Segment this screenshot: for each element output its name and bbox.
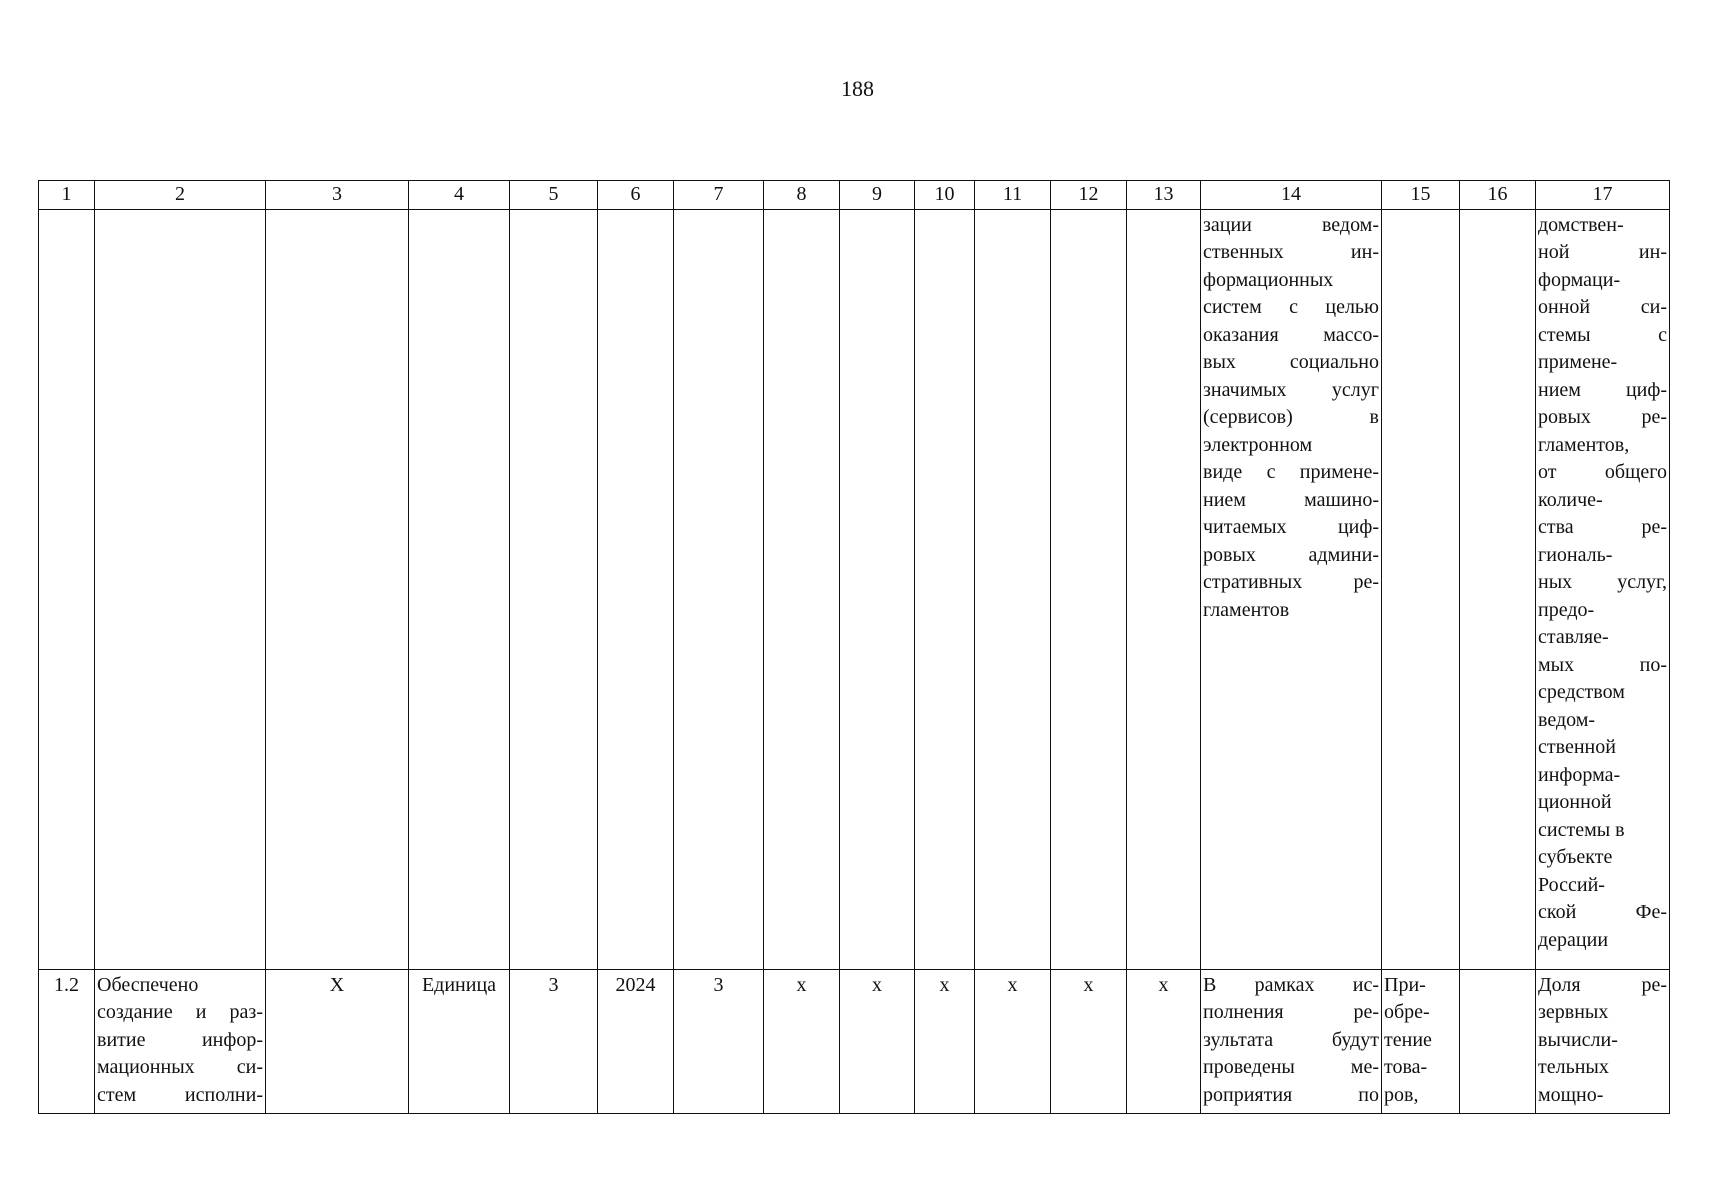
table-cell — [598, 209, 674, 969]
text-line: читаемых циф- — [1203, 516, 1379, 538]
text-line: тение — [1384, 1028, 1432, 1051]
text-line: тельных — [1538, 1056, 1609, 1078]
text-line: стем исполни- — [97, 1083, 263, 1106]
result-name-cell — [95, 969, 266, 1113]
header-cell: 15 — [1382, 181, 1460, 210]
table-cell: x — [1051, 969, 1127, 1113]
text-line: Обеспечено — [97, 973, 199, 996]
table-cell — [1127, 209, 1201, 969]
header-cell: 9 — [840, 181, 915, 210]
header-cell: 6 — [598, 181, 674, 210]
text-line: количе- — [1538, 488, 1603, 511]
table-cell — [1460, 969, 1536, 1113]
header-cell: 7 — [674, 181, 764, 210]
page-number: 188 — [841, 76, 874, 101]
result-description-cell — [1201, 209, 1382, 969]
text-line: субъекте — [1538, 846, 1613, 868]
text-line: формационных — [1203, 268, 1334, 291]
characteristic-cell — [1382, 969, 1460, 1113]
data-table — [38, 180, 1670, 1114]
header-cell: 13 — [1127, 181, 1201, 210]
table-cell — [764, 209, 840, 969]
indicator-description-cell — [1536, 209, 1670, 969]
table-cell: X — [266, 969, 409, 1113]
table-cell: x — [1127, 969, 1201, 1113]
header-cell: 4 — [409, 181, 510, 210]
table-cell: 3 — [674, 969, 764, 1113]
text-line: дерации — [1538, 928, 1609, 951]
text-line: Доля ре- — [1538, 973, 1667, 996]
text-line: значимых услуг — [1203, 378, 1379, 401]
header-cell: 11 — [975, 181, 1051, 210]
text-line: домствен- — [1538, 213, 1624, 236]
header-cell: 12 — [1051, 181, 1127, 210]
table-cell — [409, 209, 510, 969]
text-line: ства ре- — [1538, 516, 1667, 538]
table-cell — [1051, 209, 1127, 969]
text-line: вычисли- — [1538, 1028, 1618, 1051]
table-cell: x — [915, 969, 975, 1113]
text-line: предо- — [1538, 598, 1595, 621]
text-line: проведены ме- — [1203, 1056, 1379, 1078]
text-line: ственных ин- — [1203, 241, 1379, 263]
text-line: ровых ре- — [1538, 406, 1667, 428]
text-line: зервных — [1538, 1001, 1609, 1023]
text-line: зультата будут — [1203, 1028, 1379, 1051]
text-line: ведом- — [1538, 708, 1596, 731]
text-line: стративных ре- — [1203, 571, 1379, 593]
header-cell: 14 — [1201, 181, 1382, 210]
text-line: това- — [1384, 1056, 1428, 1078]
text-line: примене- — [1538, 351, 1618, 373]
text-line: стемы с — [1538, 323, 1667, 346]
text-line: системы в — [1538, 818, 1625, 841]
table-cell — [95, 209, 266, 969]
text-line: гиональ- — [1538, 543, 1613, 566]
table-cell: 3 — [510, 969, 598, 1113]
table-cell — [1382, 209, 1460, 969]
table-cell — [266, 209, 409, 969]
table-row — [39, 969, 1670, 1113]
text-line: ской Фе- — [1538, 901, 1667, 923]
text-line: оказания массо- — [1203, 323, 1379, 346]
text-line: ставляе- — [1538, 626, 1609, 648]
header-cell: 2 — [95, 181, 266, 210]
text-line: гламентов, — [1538, 433, 1630, 456]
table-cell: x — [975, 969, 1051, 1113]
table-cell — [39, 209, 95, 969]
table-cell — [975, 209, 1051, 969]
text-line: витие инфор- — [97, 1028, 263, 1051]
text-line: ровых админи- — [1203, 543, 1379, 566]
text-line: ров, — [1384, 1083, 1419, 1106]
table-cell — [674, 209, 764, 969]
text-line: обре- — [1384, 1001, 1430, 1023]
text-line: мощно- — [1538, 1083, 1604, 1106]
text-line: гламентов — [1203, 598, 1290, 621]
header-cell: 8 — [764, 181, 840, 210]
unit-cell: Единица — [409, 969, 510, 1113]
text-line: от общего — [1538, 461, 1667, 483]
year-cell: 2024 — [598, 969, 674, 1113]
header-cell: 10 — [915, 181, 975, 210]
text-line: мационных си- — [97, 1056, 263, 1078]
text-line: онной си- — [1538, 296, 1667, 318]
text-line: роприятия по — [1203, 1083, 1379, 1106]
table-cell — [1460, 209, 1536, 969]
text-line: В рамках ис- — [1203, 973, 1379, 996]
header-row — [39, 181, 1670, 210]
text-line: ционной — [1538, 791, 1612, 813]
text-line: Россий- — [1538, 873, 1605, 896]
header-cell: 3 — [266, 181, 409, 210]
text-line: ственной — [1538, 736, 1616, 758]
text-line: виде с примене- — [1203, 461, 1379, 483]
text-line: зации ведом- — [1203, 213, 1379, 236]
table-row — [39, 209, 1670, 969]
text-line: При- — [1384, 973, 1426, 996]
table-cell — [840, 209, 915, 969]
row-number-cell: 1.2 — [39, 969, 95, 1113]
text-line: (сервисов) в — [1203, 406, 1379, 428]
text-line: систем с целью — [1203, 296, 1379, 318]
text-line: вых социально — [1203, 351, 1379, 373]
text-line: создание и раз- — [97, 1001, 263, 1023]
table-cell: x — [840, 969, 915, 1113]
header-cell: 1 — [39, 181, 95, 210]
text-line: нием машино- — [1203, 488, 1379, 511]
table-cell: x — [764, 969, 840, 1113]
header-cell: 17 — [1536, 181, 1670, 210]
table-cell — [510, 209, 598, 969]
text-line: средством — [1538, 681, 1625, 703]
text-line: полнения ре- — [1203, 1001, 1379, 1023]
text-line: электронном — [1203, 433, 1313, 456]
result-description-cell — [1201, 969, 1382, 1113]
table-cell — [915, 209, 975, 969]
header-cell: 16 — [1460, 181, 1536, 210]
header-cell: 5 — [510, 181, 598, 210]
text-line: формаци- — [1538, 268, 1621, 291]
text-line: нием циф- — [1538, 378, 1667, 401]
indicator-description-cell — [1536, 969, 1670, 1113]
text-line: ных услуг, — [1538, 571, 1667, 593]
text-line: информа- — [1538, 763, 1621, 786]
text-line: мых по- — [1538, 653, 1667, 676]
text-line: ной ин- — [1538, 241, 1667, 263]
